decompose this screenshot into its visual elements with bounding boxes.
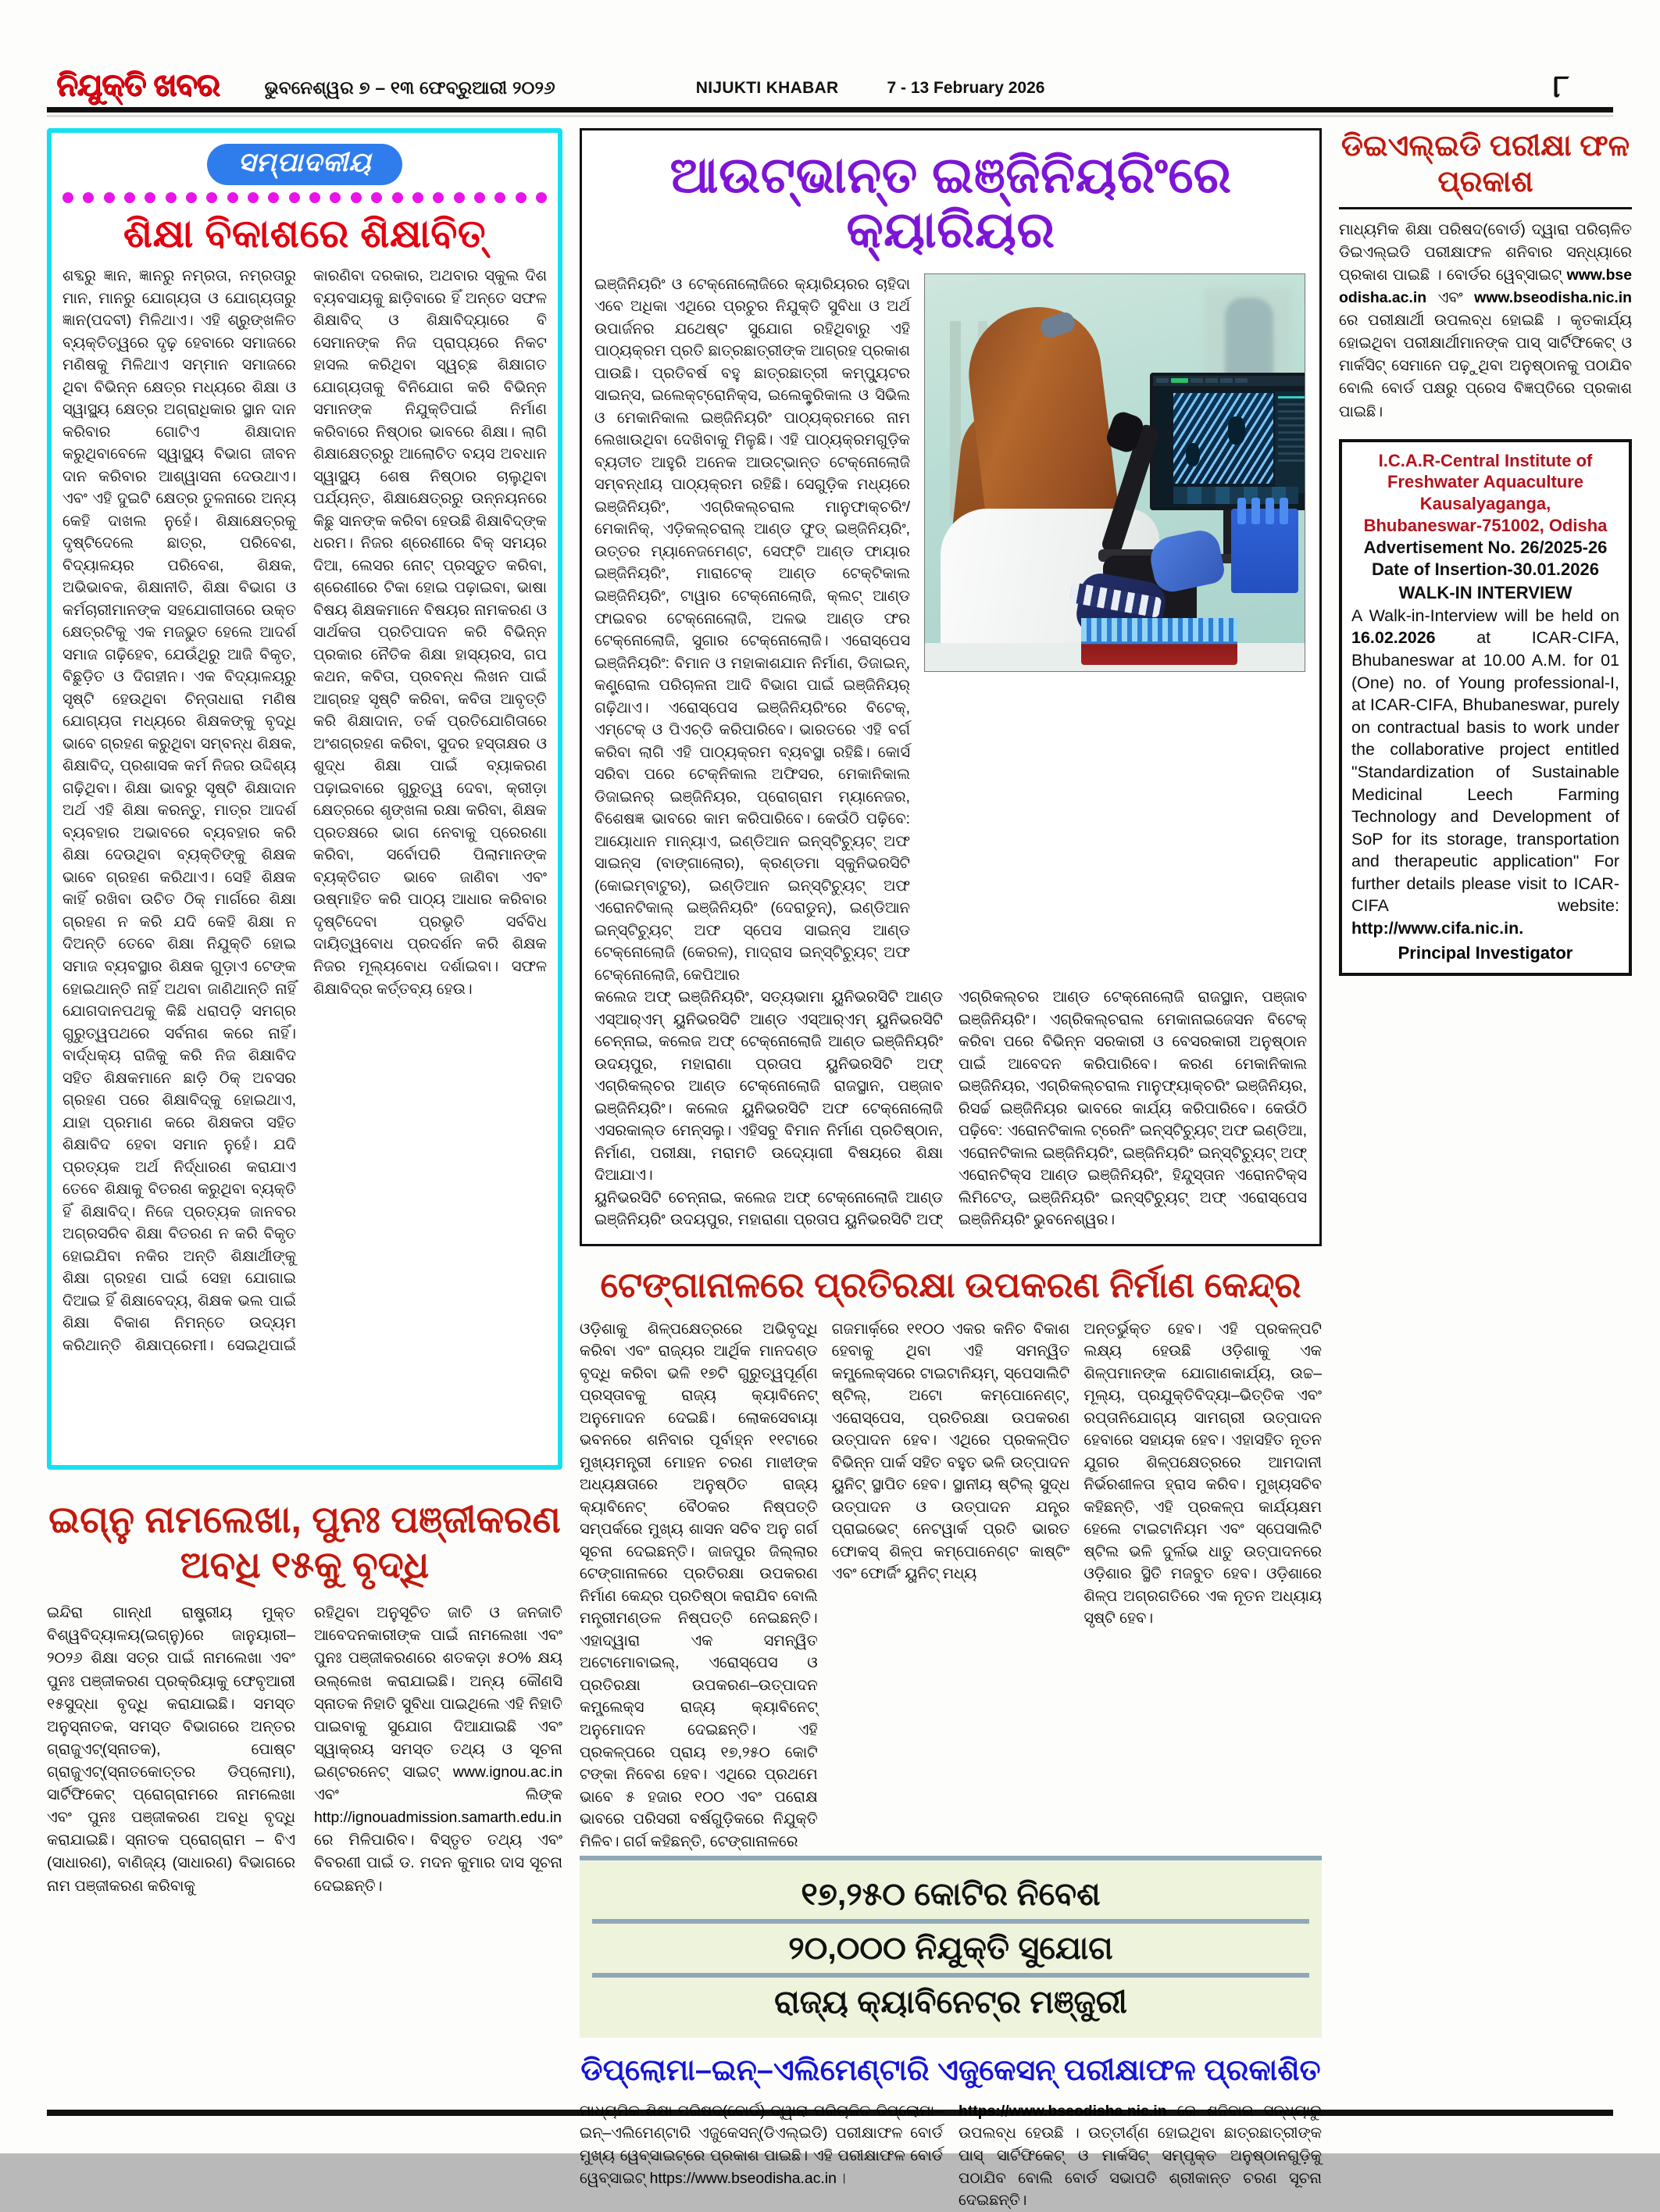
main-article-lead-wrap — [594, 273, 1307, 987]
deled-url-2[interactable]: www.bseodisha.nic.in — [1474, 289, 1633, 307]
ad-advertisement-number: Advertisement No. 26/2025-26 — [1363, 537, 1608, 557]
photo-pipette-tips — [1081, 618, 1237, 641]
photo-monitor-toolbar — [1153, 376, 1305, 386]
editorial-badge: ସମ୍ପାଦକୀୟ — [207, 144, 403, 185]
masthead-date-odia: ଭୁବନେଶ୍ୱର ୭ – ୧୩ ଫେବ୍ରୁଆରୀ ୨୦୨୬ — [264, 77, 555, 98]
callout-investment: ୧୭,୨୫୦ କୋଟିର ନିବେଶ — [801, 1876, 1101, 1913]
main-article-caption-right: ୟୁନିଭରସିଟି ଚେନ୍ନାଇ, କଲେଜ ଅଫ୍ ଟେକ୍ନୋଲୋଜି ଆଣ୍ଡ ଇଞ୍ଜିନିୟରିଂ ଉଦୟପୁର, ମହାରାଣା ପ୍ରତାପ ୟୁନିଭରସିଟି ଅଫ୍ ଏଗ୍ରିକଲ୍ଚର ଆଣ୍ଡ ଟେକ୍ନୋଲୋଜି ରାଜସ୍ଥାନ, ପଞ୍ଜାବ ଇଞ୍ଜିନିୟରିଂ। ଏଗ୍ରିକଲ୍ଚରାଲ ମେକାନାଇଜେସନ ବିଟେକ୍ କରିବା ପରେ ବିଭିନ୍ନ ସରକାରୀ ଓ ବେସରକାରୀ ଅନୁଷ୍ଠାନ ପାଇଁ ଆବେଦନ କରିପାରିବେ। କରଣ ମେକାନିକାଲ ଇଞ୍ଜିନିୟର, ଏଗ୍ରିକଲ୍ଚରାଲ ମାନୁଫ୍ୟାକ୍ଚରିଂ ଇଞ୍ଜିନିୟର, ରିସର୍ଚ୍ଚ ଇଞ୍ଜିନିୟର ଭାବରେ କାର୍ଯ୍ୟ କରିପାରିବେ। କେଉଁଠି ପଢ଼ିବେ: ଏରୋନଟିକାଲ ଟ୍ରେନିଂ ଇନ୍‌ସ୍ଟିଚ୍ୟୁଟ୍ ଅଫ ଇଣ୍ଡିଆ, ଏରୋନଟିକାଲ ଇଞ୍ଜିନିୟରିଂ, ଇଞ୍ଜିନିୟରିଂ ଇନ୍‌ସ୍ଟିଚ୍ୟୁଟ୍ ଅଫ୍ ଏରୋନଟିକ୍‌ସ ଆଣ୍ଡ ଇଞ୍ଜିନିୟରିଂ, ହିନ୍ଦୁସ୍ତାନ ଏରୋନଟିକ୍‌ସ ଲିମିଟେଡ୍, ଇଞ୍ଜିନିୟରିଂ ଇନ୍‌ସ୍ଟିଚ୍ୟୁଟ୍ ଅଫ୍ ଏରୋସ୍ପେସ ଇଞ୍ଜିନିୟରିଂ ଭୁବନେଶ୍ୱର। — [594, 988, 1307, 1229]
ad-org-line-2: Freshwater Aquaculture — [1387, 472, 1584, 492]
main-article-caption-columns — [594, 986, 1307, 1231]
photo-monitor-sidebar — [1275, 391, 1305, 493]
masthead-date-english: 7 - 13 February 2026 — [887, 79, 1045, 97]
deled-body — [1339, 219, 1632, 423]
masthead-logo: ନିଯୁକ୍ତି ଖବର — [56, 68, 220, 102]
deled-headline: ଡିଇଏଲ୍‌ଇଡି ପରୀକ୍ଷା ଫଳ ପ୍ରକାଶ — [1340, 130, 1630, 199]
tenganal-col2: ଗଜମାର୍କ଼ରେ ୧୧୦୦ ଏକର କନିଚ ବିକାଶ ହେବାକୁ ଥିବା ଏହି ସମନ୍ୱିତ କମ୍ପ୍ଲେକ୍ସରେ ଟାଇଟାନିୟମ୍, ସ୍ପେସାଲିଟି ଷ୍ଟିଲ୍, ଅଟୋ କମ୍ପୋନେଣ୍ଟ୍, ଏରୋସ୍ପେସ, ପ୍ରତିରକ୍ଷା ଉପକରଣ ଉତ୍ପାଦନ ହେବ। ଏଥିରେ ପ୍ରକଳ୍ପିତ ବିଭିନ୍ନ ପାର୍କ ସହିତ ବହୁତ ଭଳି ଉତ୍ପାଦନ ୟୁନିଟ୍ ସ୍ଥାପିତ ହେବ। ସ୍ଥାନୀୟ ଷ୍ଟିଲ୍ ସୁଦ୍ଧ ଉତ୍ପାଦନ ଓ ଉତ୍ପାଦନ ଯନ୍ତ୍ର ପ୍ରାଇଭେଟ୍ ନେଟୱାର୍କ ପ୍ରତି ଭାରତ ଫୋକସ୍ ଶିଳ୍ପ କମ୍ପୋନେଣ୍ଟ କାଷ୍ଟିଂ ଏବଂ ଫୋର୍ଜିଂ ୟୁନିଟ୍ ମଧ୍ୟ — [831, 1320, 1070, 1583]
deled-text-3: ରେ ପରୀକ୍ଷାର୍ଥୀ ଉପଲବ୍ଧ ହୋଇଛି । କୃତକାର୍ଯ୍ୟ ହୋଇଥିବା ପରୀକ୍ଷାର୍ଥୀମାନଙ୍କ ପାସ୍ ସାର୍ଟିଫିକେଟ୍ ଓ ମାର୍କସିଟ୍ ସେମାନେ ପଢ଼ୁଥିବା ଅନୁଷ୍ଠାନକୁ ପଠାଯିବ ବୋଲି ବୋର୍ଡ ପକ୍ଷରୁ ପ୍ରେସ ବିଜ୍ଞପ୍ତିରେ ପ୍ରକାଶ ପାଇଛି। — [1339, 312, 1632, 420]
ad-website[interactable]: http://www.cifa.nic.in. — [1351, 919, 1524, 938]
tenganal-col1: ଓଡ଼ିଶାକୁ ଶିଳ୍ପକ୍ଷେତ୍ରରେ ଅଭିବୃଦ୍ଧି କରିବା ଏବଂ ରାଜ୍ୟର ଆର୍ଥିକ ମାନଦଣ୍ଡ ବୃଦ୍ଧି କରିବା ଭଳି ୧୭ଟି ଗୁରୁତ୍ୱପୂର୍ଣ୍ଣ ପ୍ରସ୍ତାବକୁ ରାଜ୍ୟ କ୍ୟାବିନେଟ୍ ଅନୁମୋଦନ ଦେଇଛି। ଲୋକସେବାୟା ଭବନରେ ଶନିବାର ପୂର୍ବାହ୍ନ ୧୧ଟାରେ ମୁଖ୍ୟମନ୍ତ୍ରୀ ମୋହନ ଚରଣ ମାଝୀଙ୍କ ଅଧ୍ୟକ୍ଷତାରେ ଅନୁଷ୍ଠିତ ରାଜ୍ୟ କ୍ୟାବିନେଟ୍ ବୈଠକର ନିଷ୍ପତ୍ତି ସମ୍ପର୍କରେ ମୁଖ୍ୟ ଶାସନ ସଚିବ ଅନୁ ଗର୍ଗ ସୂଚନା ଦେଇଛନ୍ତି। ଜାଜପୁର ଜିଲ୍ଲାର ଟେଙ୍ଗାନାଳରେ ପ୍ରତିରକ୍ଷା ଉପକରଣ ନିର୍ମାଣ କେନ୍ଦ୍ର ପ୍ରତିଷ୍ଠା କରାଯିବ ବୋଲି ମନ୍ତ୍ରୀମଣ୍ଡଳ ନିଷ୍ପତ୍ତି ନେଇଛନ୍ତି। ଏହାଦ୍ୱାରା ଏକ ସମନ୍ୱିତ ଅଟୋମୋବାଇଲ୍, ଏରୋସ୍ପେସ ଓ ପ୍ରତିରକ୍ଷା ଉପକରଣ–ଉତ୍ପାଦନ କମ୍ପ୍ଲେକ୍ସ ରାଜ୍ୟ କ୍ୟାବିନେଟ୍ ଅନୁମୋଦନ ଦେଇଛନ୍ତି। ଏହି ପ୍ରକଳ୍ପରେ ପ୍ରାୟ ୧୭,୨୫୦ କୋଟି ଟଙ୍କା ନିବେଶ ହେବ। ଏଥିରେ ପ୍ରଥମେ ଭାବେ ୫ ହଜାର ୧୦୦ ଏବଂ ପରୋକ୍ଷ ଭାବରେ ପରିସରୀ ବର୍ଷଗୁଡ଼ିକରେ ନିଯୁକ୍ତି ମିଳିବ। ଗର୍ଗ କହିଛନ୍ତି, ଟେଙ୍ଗାନାଳରେ — [580, 1320, 818, 1850]
deled-text-1: ମାଧ୍ୟମିକ ଶିକ୍ଷା ପରିଷଦ(ବୋର୍ଡ) ଦ୍ୱାରା ପରିଚାଳିତ ଡିଇଏଲ୍‌ଇଡି ପରୀକ୍ଷାଫଳ ଶନିବାର ସନ୍ଧ୍ୟାରେ ପ୍ରକାଶ ପାଇଛି । ବୋର୍ଡର ୱେବ୍‌ସାଇଟ୍ — [1339, 220, 1632, 284]
masthead-title-english: NIJUKTI KHABAR — [695, 79, 839, 97]
editorial-badge-wrap — [62, 144, 547, 185]
ad-org-line-3: Kausalyaganga, — [1419, 494, 1551, 514]
ad-insertion-date: Date of Insertion-30.01.2026 — [1371, 559, 1599, 580]
ad-org-line-1: I.C.A.R-Central Institute of — [1378, 450, 1593, 470]
lab-photo — [924, 273, 1305, 672]
ad-signature: Principal Investigator — [1398, 942, 1573, 963]
editorial-box — [47, 128, 562, 1470]
callout-approval: ରାଜ୍ୟ କ୍ୟାବିନେଟ୍‌ର ମଞ୍ଜୁରୀ — [592, 1973, 1309, 2027]
ad-body — [1351, 605, 1619, 940]
main-article-inner — [582, 273, 1319, 1244]
main-article-caption-left: କଲେଜ ଅଫ୍ ଇଞ୍ଜିନିୟରିଂ, ସତ୍ୟଭାମା ୟୁନିଭରସିଟି ଆଣ୍ଡ ଏସ୍‌ଆର୍‌ଏମ୍‌ ୟୁନିଭରସିଟି ଆଣ୍ଡ ଏସ୍‌ଆର୍‌ଏମ୍‌ ୟୁନିଭରସିଟି ଚେନ୍ନାଇ, କଲେଜ ଅଫ୍ ଟେକ୍ନୋଲୋଜି ଆଣ୍ଡ ଇଞ୍ଜିନିୟରିଂ ଉଦୟପୁର, ମହାରାଣା ପ୍ରତାପ ୟୁନିଭରସିଟି ଅଫ୍ ଏଗ୍ରିକଲ୍ଚର ଆଣ୍ଡ ଟେକ୍ନୋଲୋଜି ରାଜସ୍ଥାନ, ପଞ୍ଜାବ ଇଞ୍ଜିନିୟରିଂ। କଲେଜ ୟୁନିଭରସିଟି ଅଫ ଟେକ୍ନୋଲୋଜି ଏସରକାଲ୍ଡ ମେନ୍ସଲୁ। ଏହିସବୁ ବିମାନ ନିର୍ମାଣ ପ୍ରତିଷ୍ଠାନ, ନିର୍ମାଣ, ପରୀକ୍ଷା, ମରାମତି ଉଦ୍ୟୋଗୀ ବିଷୟରେ ଶିକ୍ଷା ଦିଆଯାଏ। — [594, 988, 943, 1185]
tenganal-headline: ଟେଙ୍ଗାନାଳରେ ପ୍ରତିରକ୍ଷା ଉପକରଣ ନିର୍ମାଣ କେନ୍ଦ୍ର — [600, 1264, 1301, 1305]
page-grid — [47, 128, 1633, 2210]
diploma-headline: ଡିପ୍ଲୋମା–ଇନ୍–ଏଲିମେଣ୍ଟାରି ଏଜୁକେସନ୍ ପରୀକ୍ଷାଫଳ ପ୍ରକାଶିତ — [580, 2054, 1321, 2088]
ignou-body — [47, 1602, 562, 2102]
photo-monitor — [1150, 373, 1305, 510]
main-article-headline: ଆଉଟ୍‌ଭାନ୍ତ ଇଞ୍ଜିନିୟରିଂରେ କ୍ୟାରିୟର — [669, 147, 1232, 259]
editorial-body — [62, 265, 547, 1359]
ad-body-part-a: A Walk-in-Interview will be held on — [1351, 606, 1619, 625]
photo-test-tube-rack — [1231, 509, 1298, 593]
ignou-body-col2: ରହିଥିବା ଅନୁସୂଚିତ ଜାତି ଓ ଜନଜାତି ଆବେଦନକାରୀଙ୍କ ପାଇଁ ନାମଲେଖା ଏବଂ ପୁନଃ ପଞ୍ଜୀକରଣରେ ଶତକଡ଼ା ୫୦% କ୍ଷୟ ଉଲ୍ଲେଖ କରାଯାଇଛି। ଅନ୍ୟ କୌଣସି ସ୍ନାତକ ନିହାତି ସୁବିଧା ପାଇଥିଲେ ଏହି ନିହାତି ପାଇବାକୁ ସୁଯୋଗ ଦିଆଯାଇଛି ଏବଂ ସ୍ୱାକ୍ରୟ ସମସ୍ତ ତଥ୍ୟ ଓ ସୂଚନା ଇଣ୍ଟରନେଟ୍ ସାଇଟ୍ www.ignou.ac.in ଏବଂ ଲିଙ୍କ http://ignouadmission.samarth.edu.in ରେ ମିଳିପାରିବ। ବିସ୍ତୃତ ତଥ୍ୟ ଏବଂ ବିବରଣୀ ପାଇଁ ଡ. ମଦନ କୁମାର ଦାସ ସୂଚନା ଦେଇଛନ୍ତି। — [314, 1604, 562, 1895]
icar-cifa-advertisement — [1339, 439, 1632, 976]
column-center — [580, 128, 1322, 2212]
diploma-col1: ମାଧ୍ୟମିକ ଶିକ୍ଷା ପରିଷଦ(ବୋର୍ଡ) ଦ୍ୱାରା ପରିଚାଳିତ ଡିପ୍ଲୋମା–ଇନ୍–ଏଲିମେଣ୍ଟାରି ଏଜୁକେସନ୍(ଡିଏଲ୍‌ଇଡି) ପରୀକ୍ଷାଫଳ ବୋର୍ଡ ମୁଖ୍ୟ ୱେବ୍‌ସାଇଟ୍‌ରେ ପ୍ରକାଶ ପାଇଛି। ଏହି ପରୀକ୍ଷାଫଳ ବୋର୍ଡ ୱେବ୍‌ସାଇଟ୍ https://www.bseodisha.ac.in । — [580, 2102, 943, 2187]
tenganal-body-grid — [580, 1318, 1322, 1853]
editorial-headline: ଶିକ୍ଷା ବିକାଶରେ ଶିକ୍ଷାବିତ୍ — [123, 212, 487, 256]
diploma-col2-text: ରେ ଶନିବାର ସନ୍ଧ୍ୟାରୁ ଉପଲବ୍ଧ ହେଉଛି । ଉତ୍ତୀର୍ଣ୍ଣ ହୋଇଥିବା ଛାତ୍ରଛାତ୍ରୀଙ୍କ ପାସ୍ ସାର୍ଟିଫିକେଟ୍ ଓ ମାର୍କସିଟ୍ ସମ୍ପୃକ୍ତ ଅନୁଷ୍ଠାନଗୁଡ଼ିକୁ ପଠାଯିବ ବୋଲି ବୋର୍ଡ ସଭାପତି ଶ୍ରୀକାନ୍ତ ଚରଣ ସୂଚନା ଦେଇଛନ୍ତି। — [959, 2102, 1322, 2210]
ignou-body-col1: ଇନ୍ଦିରା ଗାନ୍ଧୀ ରାଷ୍ଟ୍ରୀୟ ମୁକ୍ତ ବିଶ୍ୱବିଦ୍ୟାଳୟ(ଇଗ୍ନୁ)ରେ ଜାନୁୟାରୀ–୨୦୨୬ ଶିକ୍ଷା ସତ୍ର ପାଇଁ ନାମଲେଖା ଏବଂ ପୁନଃ ପଞ୍ଜୀକରଣ ପ୍ରକ୍ରିୟାକୁ ଫେବୃଆରୀ ୧୫ସୁଦ୍ଧା ବୃଦ୍ଧି କରାଯାଇଛି। ସମସ୍ତ ଅନୁସ୍ନାତକ, ସମସ୍ତ ବିଭାଗରେ ଅନ୍ତର ଗ୍ରାଜୁଏଟ୍(ସ୍ନାତକ), ପୋଷ୍ଟ ଗ୍ରାଜୁଏଟ୍(ସ୍ନାତକୋତ୍ତର ଡିପ୍ଲୋମା), ସାର୍ଟିଫିକେଟ୍ ପ୍ରୋଗ୍ରାମରେ ନାମଲେଖା ଏବଂ ପୁନଃ ପଞ୍ଜୀକରଣ ଅବଧି ବୃଦ୍ଧି କରାଯାଇଛି। ସ୍ନାତକ ପ୍ରୋଗ୍ରାମ – ବିଏ (ସାଧାରଣ), ବାଣିଜ୍ୟ (ସାଧାରଣ) ବିଭାଗରେ ନାମ ପଞ୍ଜୀକରଣ କରିବାକୁ — [47, 1604, 295, 1895]
column-left — [47, 128, 562, 2212]
masthead — [47, 43, 1613, 104]
deled-rule — [1339, 207, 1632, 209]
callout-jobs: ୨୦,୦୦୦ ନିଯୁକ୍ତି ସୁଯୋଗ — [592, 1919, 1309, 1973]
masthead-rule-thin — [47, 115, 1613, 117]
main-article-box — [580, 128, 1322, 1246]
ad-org-line-4: Bhubaneswar-751002, Odisha — [1363, 515, 1608, 535]
masthead-rule-thick — [47, 107, 1613, 113]
deled-text-2: ଏବଂ — [1437, 289, 1463, 307]
ad-body-part-b: at ICAR-CIFA, Bhubaneswar at 10.00 A.M. for 01 (One) no. of Young professional-I, at ICAR-CIFA, Bhubaneswar, purely on contractual basis to work under the collaborative project entitled "Standardization of Sustainable Medicinal Leech Farming Technology and Development of SoP for its storage, transportation and therapeutic application" For further details please visit to ICAR-CIFA website: — [1351, 628, 1619, 916]
photo-dna-hole-2 — [1186, 443, 1200, 466]
diploma-url[interactable]: https://www.bseodisha.nic.in — [959, 2102, 1167, 2120]
page-number: ୮ — [1553, 70, 1569, 104]
column-right — [1339, 128, 1632, 2212]
deled-url-1[interactable]: www.bseodisha.ac.in — [1339, 266, 1632, 307]
editorial-body-text: ଶବ୍ଦରୁ ଜ୍ଞାନ, ଜ୍ଞାନରୁ ନମ୍ରତା, ନମ୍ରତାରୁ ମାନ, ମାନରୁ ଯୋଗ୍ୟତା ଓ ଯୋଗ୍ୟତାରୁ ଜ୍ଞାନ(ପଦବୀ) ମିଳିଥାଏ। ଏହି ଶ୍ରୁଙ୍ଖଳିତ ବ୍ୟକ୍ତିତ୍ୱରେ ଦୃଢ଼ ହେବାରେ ସମାଜରେ ମଣିଷକୁ ମିଳିଥାଏ ସମ୍ମାନ ସମାଜରେ ଥିବା ବିଭିନ୍ନ କ୍ଷେତ୍ର ମଧ୍ୟରେ ଶିକ୍ଷା ଓ ସ୍ୱାସ୍ଥ୍ୟ କ୍ଷେତ୍ର ଅଗ୍ରାଧିକାର ସ୍ଥାନ ଦାନ କରିବାର ଗୋଟିଏ ଶିକ୍ଷାଦାନ କରୁଥିବାବେଳେ ସ୍ୱାସ୍ଥ୍ୟ ବିଭାଗ ଜୀବନ ଦାନ କରିବାର ଆଶ୍ୱାସନା ଦେଉଥାଏ। ଏବଂ ଏହି ଦୁଇଟି କ୍ଷେତ୍ର ତୁଳନାରେ ଅନ୍ୟ କେହି ଦାଖଲ ନୁହେଁ। ଶିକ୍ଷାକ୍ଷେତ୍ରକୁ ଦୃଷ୍ଟିଦେଲେ ଛାତ୍ର, ପରିବେଶ, ବିଦ୍ୟାଳୟର ପରିବେଶ, ଶିକ୍ଷକ, ଅଭିଭାବକ, ଶିକ୍ଷାନୀତି, ଶିକ୍ଷା ବିଭାଗ ଓ କର୍ମଚାରୀମାନଙ୍କ ସହଯୋଗୀତାରେ ଉକ୍ତ କ୍ଷେତ୍ରଟିକୁ ଏକ ମଜଭୁତ ହେଲେ ଆଦର୍ଶ ସମାଜ ଗଢ଼ିହେବ, ଯେଉଁଥିରୁ ଆଜି ବିକୃତ, ବିଛୁଡ଼ିତ ଓ ଦିଗହୀନ। ଏକ ବିଦ୍ୟାଳୟରୁ ସୃଷ୍ଟି ହେଉଥିବା ଚିନ୍ତାଧାରା ମଣିଷ ଯୋଗ୍ୟତା ମଧ୍ୟରେ ଶିକ୍ଷକଙ୍କୁ ବୃଦ୍ଧି ଭାବେ ଗ୍ରହଣ କରୁଥିବା ସମ୍ବନ୍ଧ ଶିକ୍ଷକ, ଶିକ୍ଷାବିଦ୍, ପ୍ରଶାସକ କର୍ମ ନିଜର ଉଦ୍ଦିଶ୍ୟ ଗଢ଼ିଥିବା। ଶିକ୍ଷା ଭାବରୁ ସୃଷ୍ଟି ଶିକ୍ଷାଦାନ ଅର୍ଥ ଏହି ଶିକ୍ଷା କରନ୍ତୁ, ମାତ୍ର ଆଦର୍ଶ ବ୍ୟବହାର ଅଭାବରେ ବ୍ୟବହାର କରି ଶିକ୍ଷା ଦେଉଥିବା ବ୍ୟକ୍ତିଙ୍କୁ ଶିକ୍ଷକ ଭାବେ ଗ୍ରହଣ କରିଥାଏ। ସେହି ଶିକ୍ଷକ କାହିଁ ରଖିବା ଉଚିତ ଠିକ୍ ମାର୍ଗରେ ଶିକ୍ଷା ଗ୍ରହଣ ନ କରି ଯଦି କେହି ଶିକ୍ଷା ନ ଦିଅନ୍ତି ତେବେ ଶିକ୍ଷା ନିଯୁକ୍ତି ହୋଇ ସମାଜ ବ୍ୟବସ୍ଥାର ଶିକ୍ଷକ ଗୁଡ଼ାଏ ଟେଙ୍କ ହୋଇଥାନ୍ତି ନାହିଁ ଅଥବା ଜାଣିଥାନ୍ତି ନାହିଁ ଯୋଗଦାନପଥକୁ କିଛି ଧରାପଡ଼ି ସମଗ୍ର ଗୁରୁତ୍ୱପଥରେ ସର୍ବନାଶ କରେ ନାହିଁ। ବାର୍ଦ୍ଧକ୍ୟ ରାଜିକୁ କରି ନିଜ ଶିକ୍ଷାବିଦ ସହିତ ଶିକ୍ଷକମାନେ ଛାଡ଼ି ଠିକ୍ ଅବସର ଗ୍ରହଣ ପରେ ଶିକ୍ଷାବିଦ୍‌କୁ ହୋଇଥାଏ, ଯାହା ପ୍ରମାଣ କରେ ଶିକ୍ଷକତା ସହିତ ଶିକ୍ଷାବିଦ ହେବା ସମାନ ନୁହେଁ। ଯଦି ପ୍ରତ୍ୟକ ଅର୍ଥ ନିର୍ଦ୍ଧାରଣ କରାଯାଏ ତେବେ ଶିକ୍ଷାକୁ ବିତରଣ କରୁଥିବା ବ୍ୟକ୍ତି ହିଁ ଶିକ୍ଷାବିଦ୍‌। ନିଜେ ପ୍ରତ୍ୟକ ଜାନବର ଅଗ୍ରସରିବ ଶିକ୍ଷା ବିତରଣ ନ କରି ବିକୃତ ହୋଇଯିବା ନକିର ଅନ୍ତି ଶିକ୍ଷାର୍ଥୀଙ୍କୁ ଶିକ୍ଷା ଗ୍ରହଣ ପାଇଁ ସେହା ଯୋଗାଇ ଦିଆଇ ହିଁ ଶିକ୍ଷାବେଦ୍ୟ, ଶିକ୍ଷକ ଭଲ ପାଇଁ ଶିକ୍ଷା ବିକାଶ ନିମନ୍ତେ ଉଦ୍ୟମ କରିଥାନ୍ତି ଶିକ୍ଷାପ୍ରେମୀ। ସେଇଥିପାଇଁ କାରଣିବା ଦରକାର, ଅଥବାର ସ୍କୁଲ ଦିଶ ବ୍ୟବସାୟକୁ ଛାଡ଼ିବାରେ ହିଁ ଅନ୍ତେ ସଫଳ ଶିକ୍ଷାବିଦ୍ ଓ ଶିକ୍ଷାବିଦ୍ୟାରେ ବି ସେମାନଙ୍କ ନିଜ ପ୍ରାପ୍ୟରେ ନିକଟ ହାସଲ କରିଥିବା ସ୍ୱଚ୍ଛ ଶିକ୍ଷାଗତ ଯୋଗ୍ୟତାକୁ ବିନିଯୋଗ କରି ବିଭିନ୍ନ ସମାନଙ୍କ ନିଯୁକ୍ତିପାଇଁ ନିର୍ମାଣ କରିବାରେ ନିଷ୍ଠାର ଭାବରେ ଶିକ୍ଷା। ଲାଗି ଶିକ୍ଷାକ୍ଷେତ୍ରରୁ ଆଲୋଚିତ ବୟସ ଅବଧାନ ସ୍ୱାସ୍ଥ୍ୟ ଶେଷ ନିଷ୍ଠାର ଚାଲୁଥିବା ପର୍ଯ୍ୟନ୍ତ, ଶିକ୍ଷାକ୍ଷେତ୍ରରୁ ଉନ୍ନୟନରେ କିଛୁ ସାନଙ୍କ କରିବା ହେଉଛି ଶିକ୍ଷାବିଦ୍‌ଙ୍କ ଧରମ। ନିଜର ଶ୍ରେଣୀରେ ବିକ୍ ସମୟର ଦିଆ, ଲେସର ନୋଟ୍ ପ୍ରସ୍ତୁତ କରିବା, ଶ୍ରେଣୀରେ ଟିକା ହୋଇ ପଢ଼ାଇବା, ଭାଷା ବିଷୟ ଶିକ୍ଷକମାନେ ବିଷୟର ନାମକରଣ ଓ ସାର୍ଥକତା ପ୍ରତିପାଦନ କରି ବିଭିନ୍ନ ପ୍ରକାର ନୈତିକ ଶିକ୍ଷା ହାସ୍ୟରସ, ଗପ କଥନ, କବିତା, ପ୍ରବନ୍ଧ ଲିଖନ ପାଇଁ ଆଗ୍ରହ ସୃଷ୍ଟି କରିବା, କବିତା ଆବୃତ୍ତି କରି ଶିକ୍ଷାଦାନ, ତର୍କ ପ୍ରତିଯୋଗିତାରେ ଅଂଶଗ୍ରହଣ କରିବା, ସୁଦର ହସ୍ତାକ୍ଷର ଓ ଶୁଦ୍ଧ ଶିକ୍ଷା ପାଇଁ ବ୍ୟାକରଣ ପଢ଼ାଇବାରେ ଗୁରୁତ୍ୱ ଦେବା, କ୍ରୀଡ଼ା କ୍ଷେତ୍ରରେ ଶୃଙ୍ଖଳା ରକ୍ଷା କରିବା, ଶିକ୍ଷକ ପ୍ରତକ୍ଷରେ ଭାଗ ନେବାକୁ ପ୍ରେରଣା କରିବା, ସର୍ବୋପରି ପିଲାମାନଙ୍କ ବ୍ୟକ୍ତିଗତ ଭାବେ ଜାଣିବା ଏବଂ ଉଷ୍ମାହିତ କରି ପାଠ୍ୟ ଆଧାର କରିବାର ଦୃଷ୍ଟିଦେବା ପ୍ରଭୃତି ସର୍ବବିଧ ଦାୟିତ୍ୱବୋଧ ପ୍ରଦର୍ଶନ କରି ଶିକ୍ଷକ ନିଜର ମୂଲ୍ୟବୋଧ ଦର୍ଶାଇବା। ସଫଳ ଶିକ୍ଷାବିଦ୍‌ର କର୍ତ୍ତବ୍ୟ ହେଉ। — [62, 267, 547, 1354]
ignou-headline: ଇଗ୍ନୁ ନାମଲେଖା, ପୁନଃ ପଞ୍ଜୀକରଣ ଅବଧି ୧୫କୁ ବୃଦ୍ଧି — [48, 1499, 561, 1586]
diploma-col2 — [959, 2100, 1322, 2212]
tenganal-col3: ଅନ୍ତର୍ଭୁକ୍ତ ହେବ। ଏହି ପ୍ରକଳ୍ପଟି ଲକ୍ଷ୍ୟ ହେଉଛି ଓଡ଼ିଶାକୁ ଏକ ଶିଳ୍ପମାନଙ୍କ ଯୋଗାଣକାର୍ଯ୍ୟ, ଉଚ୍ଚ–ମୂଲ୍ୟ, ପ୍ରଯୁକ୍ତିବିଦ୍ୟା–ଭିତ୍ତିକ ଏବଂ ରପ୍ତାନିଯୋଗ୍ୟ ସାମଗ୍ରୀ ଉତ୍ପାଦନ ହେବାରେ ସହାୟକ ହେବ। ଏହାସହିତ ନୂତନ ଯୁଗର ଶିଳ୍ପକ୍ଷେତ୍ରରେ ଆମଦାନୀ ନିର୍ଭରଶୀଳତା ହ୍ରାସ କରିବ। ମୁଖ୍ୟସଚିବ କହିଛନ୍ତି, ଏହି ପ୍ରକଳ୍ପ କାର୍ଯ୍ୟକ୍ଷମ ହେଲେ ଟାଇଟାନିୟମ ଏବଂ ସ୍ପେସାଲିଟି ଷ୍ଟିଲ ଭଳି ଦୁର୍ଲଭ ଧାତୁ ଉତ୍ପାଦନରେ ଓଡ଼ିଶାର ସ୍ଥିତି ମଜବୁତ ହେବ। ଓଡ଼ିଶାରେ ଶିଳ୍ପ ଅଗ୍ରଗତିରେ ଏକ ନୂତନ ଅଧ୍ୟାୟ ସୃଷ୍ଟି ହେବ। — [1083, 1320, 1322, 1628]
investment-callout-box — [580, 1856, 1322, 2038]
ad-interview-date: 16.02.2026 — [1351, 628, 1436, 648]
diploma-body-grid — [580, 2100, 1322, 2212]
photo-dna-hole — [1228, 416, 1245, 445]
photo-dna-visualization — [1173, 393, 1273, 484]
decorative-dot-divider — [62, 192, 547, 203]
main-article-lead-text: ଇଞ୍ଜିନିୟରିଂ ଓ ଟେକ୍ନୋଲୋଜିରେ କ୍ୟାରିୟରର ଚାହିଦା ଏବେ ଅଧିକା ଏଥିରେ ପ୍ରଚୁର ନିଯୁକ୍ତି ସୁବିଧା ଓ ଅର୍ଥ ଉପାର୍ଜନର ଯଥେଷ୍ଟ ସୁଯୋଗ ରହିଥିବାରୁ ଏହି ପାଠ୍ୟକ୍ରମ ପ୍ରତି ଛାତ୍ରଛାତ୍ରୀଙ୍କ ଆଗ୍ରହ ପ୍ରକାଶ ପାଉଛି। ପ୍ରତିବର୍ଷ ବହୁ ଛାତ୍ରଛାତ୍ରୀ କମ୍ପ୍ୟୁଟର ସାଇନ୍ସ, ଇଲେକ୍‌ଟ୍ରୋନିକ୍ସ, ଇଲେକ୍ଟ୍ରିକାଲ ଓ ସିଭିଲ ଓ ମେକାନିକାଲ ଇଞ୍ଜିନିୟରିଂ ପାଠ୍ୟକ୍ରମରେ ନାମ ଲେଖାଉଥିବା ଦେଖିବାକୁ ମିଳୁଛି। ଏହି ପାଠ୍ୟକ୍ରମଗୁଡ଼ିକ ବ୍ୟତୀତ ଆହୁରି ଅନେକ ଆଉଟ୍‌ଭାନ୍ତ ଟେକ୍ନୋଲୋଜି ସମ୍ବନ୍ଧୀୟ ପାଠ୍ୟକ୍ରମ ରହିଛି। ସେଗୁଡ଼ିକ ମଧ୍ୟରେ ଇଞ୍ଜିନିୟରିଂ, ଏଗ୍ରିକଲ୍ଚରାଲ ମାନୁଫାକ୍ଚରିଂ/ମେକାନିକ୍‌, ଏଡ଼ିକଲ୍ଚରାଲ୍ ଆଣ୍ଡ ଫୁଡ୍ ଇଞ୍ଜିନିୟରିଂ, ଉତ୍ତର ମ୍ୟାନେଜମେଣ୍ଟ, ସେଫ୍‌ଟି ଆଣ୍ଡ ଫାୟାର ଇଞ୍ଜିନିୟରିଂ, ମାରାଟେକ୍ ଆଣ୍ଡ ଟେକ୍ଟିକାଲ ଇଞ୍ଜିନିୟରିଂ, ଟାୱାର ଟେକ୍ନୋଲୋଜି, କ୍ଲଟ୍ ଆଣ୍ଡ ଫାଇବର ଟେକ୍ନୋଲୋଜି, ଅଳଭ ଆଣ୍ଡ ଫର ଟେକ୍ନୋଲୋଜି, ସୁଗାର ଟେକ୍ନୋଲୋଜି। ଏରୋସ୍ପେସ ଇଞ୍ଜିନିୟରିଂ: ବିମାନ ଓ ମହାକାଶଯାନ ନିର୍ମାଣ, ଡିଜାଇନ୍‌, କଣ୍ଟ୍ରୋଲ ପରିଚାଳନା ଆଦି ବିଭାଗ ପାଇଁ ଇଞ୍ଜିନିୟର୍ ଗଢ଼ିଥାଏ। ଏରୋସ୍ପେସ ଇଞ୍ଜିନିୟରିଂରେ ବିଟେକ୍‌, ଏମ୍‌ଟେକ୍ ଓ ପିଏଚ୍‌ଡି କରିପାରିବେ। ଭାରତରେ ଏହି ବର୍ଗ କରିବା ଲାଗି ଏହି ପାଠ୍ୟକ୍ରମ ବ୍ୟବସ୍ଥା ରହିଛି। କୋର୍ସ ସରିବା ପରେ ଟେକ୍ନିକାଲ ଅଫିସର, ମେକାନିକାଲ ଡିଜାଇନର୍ ଇଞ୍ଜିନିୟର, ପ୍ରୋଗ୍ରାମ ମ୍ୟାନେଜର, ବିଶେଷଜ୍ଞ ଭାବରେ କାମ କରିପାରିବେ। କେଉଁଠି ପଢ଼ିବେ: ଆୟୋଧାନ ମାନ୍ୟାଏ, ଇଣ୍ଡିଆନ ଇନ୍‌ସ୍ଟିଚ୍ୟୁଟ୍ ଅଫ ସାଇନ୍ସ (ବାଙ୍ଗାଲୋର), କ୍ରଣ୍ଡମା ସ୍କୁନିଭରସିଟି (କୋଇମ୍ବାଟୁର), ଇଣ୍ଡିଆନ ଇନ୍‌ସ୍ଟିଚ୍ୟୁଟ୍ ଅଫ ଏରୋନଟିକାଲ୍ ଇଞ୍ଜିନିୟରିଂ (ଦେରାଡୁନ୍‌), ଇଣ୍ଡିଆନ ଇନ୍‌ସ୍ଟିଚ୍ୟୁଟ୍ ଅଫ ସ୍ପେସ ସାଇନ୍ସ ଆଣ୍ଡ ଟେକ୍ନୋଲୋଜି (କେରଳ), ମାଦ୍ରାସ ଇନ୍‌ସ୍ଟିଚ୍ୟୁଟ୍ ଅଫ ଟେକ୍ନୋଲୋଜି, କେପିଆର — [594, 275, 910, 984]
ad-walkin-heading: WALK-IN INTERVIEW — [1398, 582, 1573, 602]
